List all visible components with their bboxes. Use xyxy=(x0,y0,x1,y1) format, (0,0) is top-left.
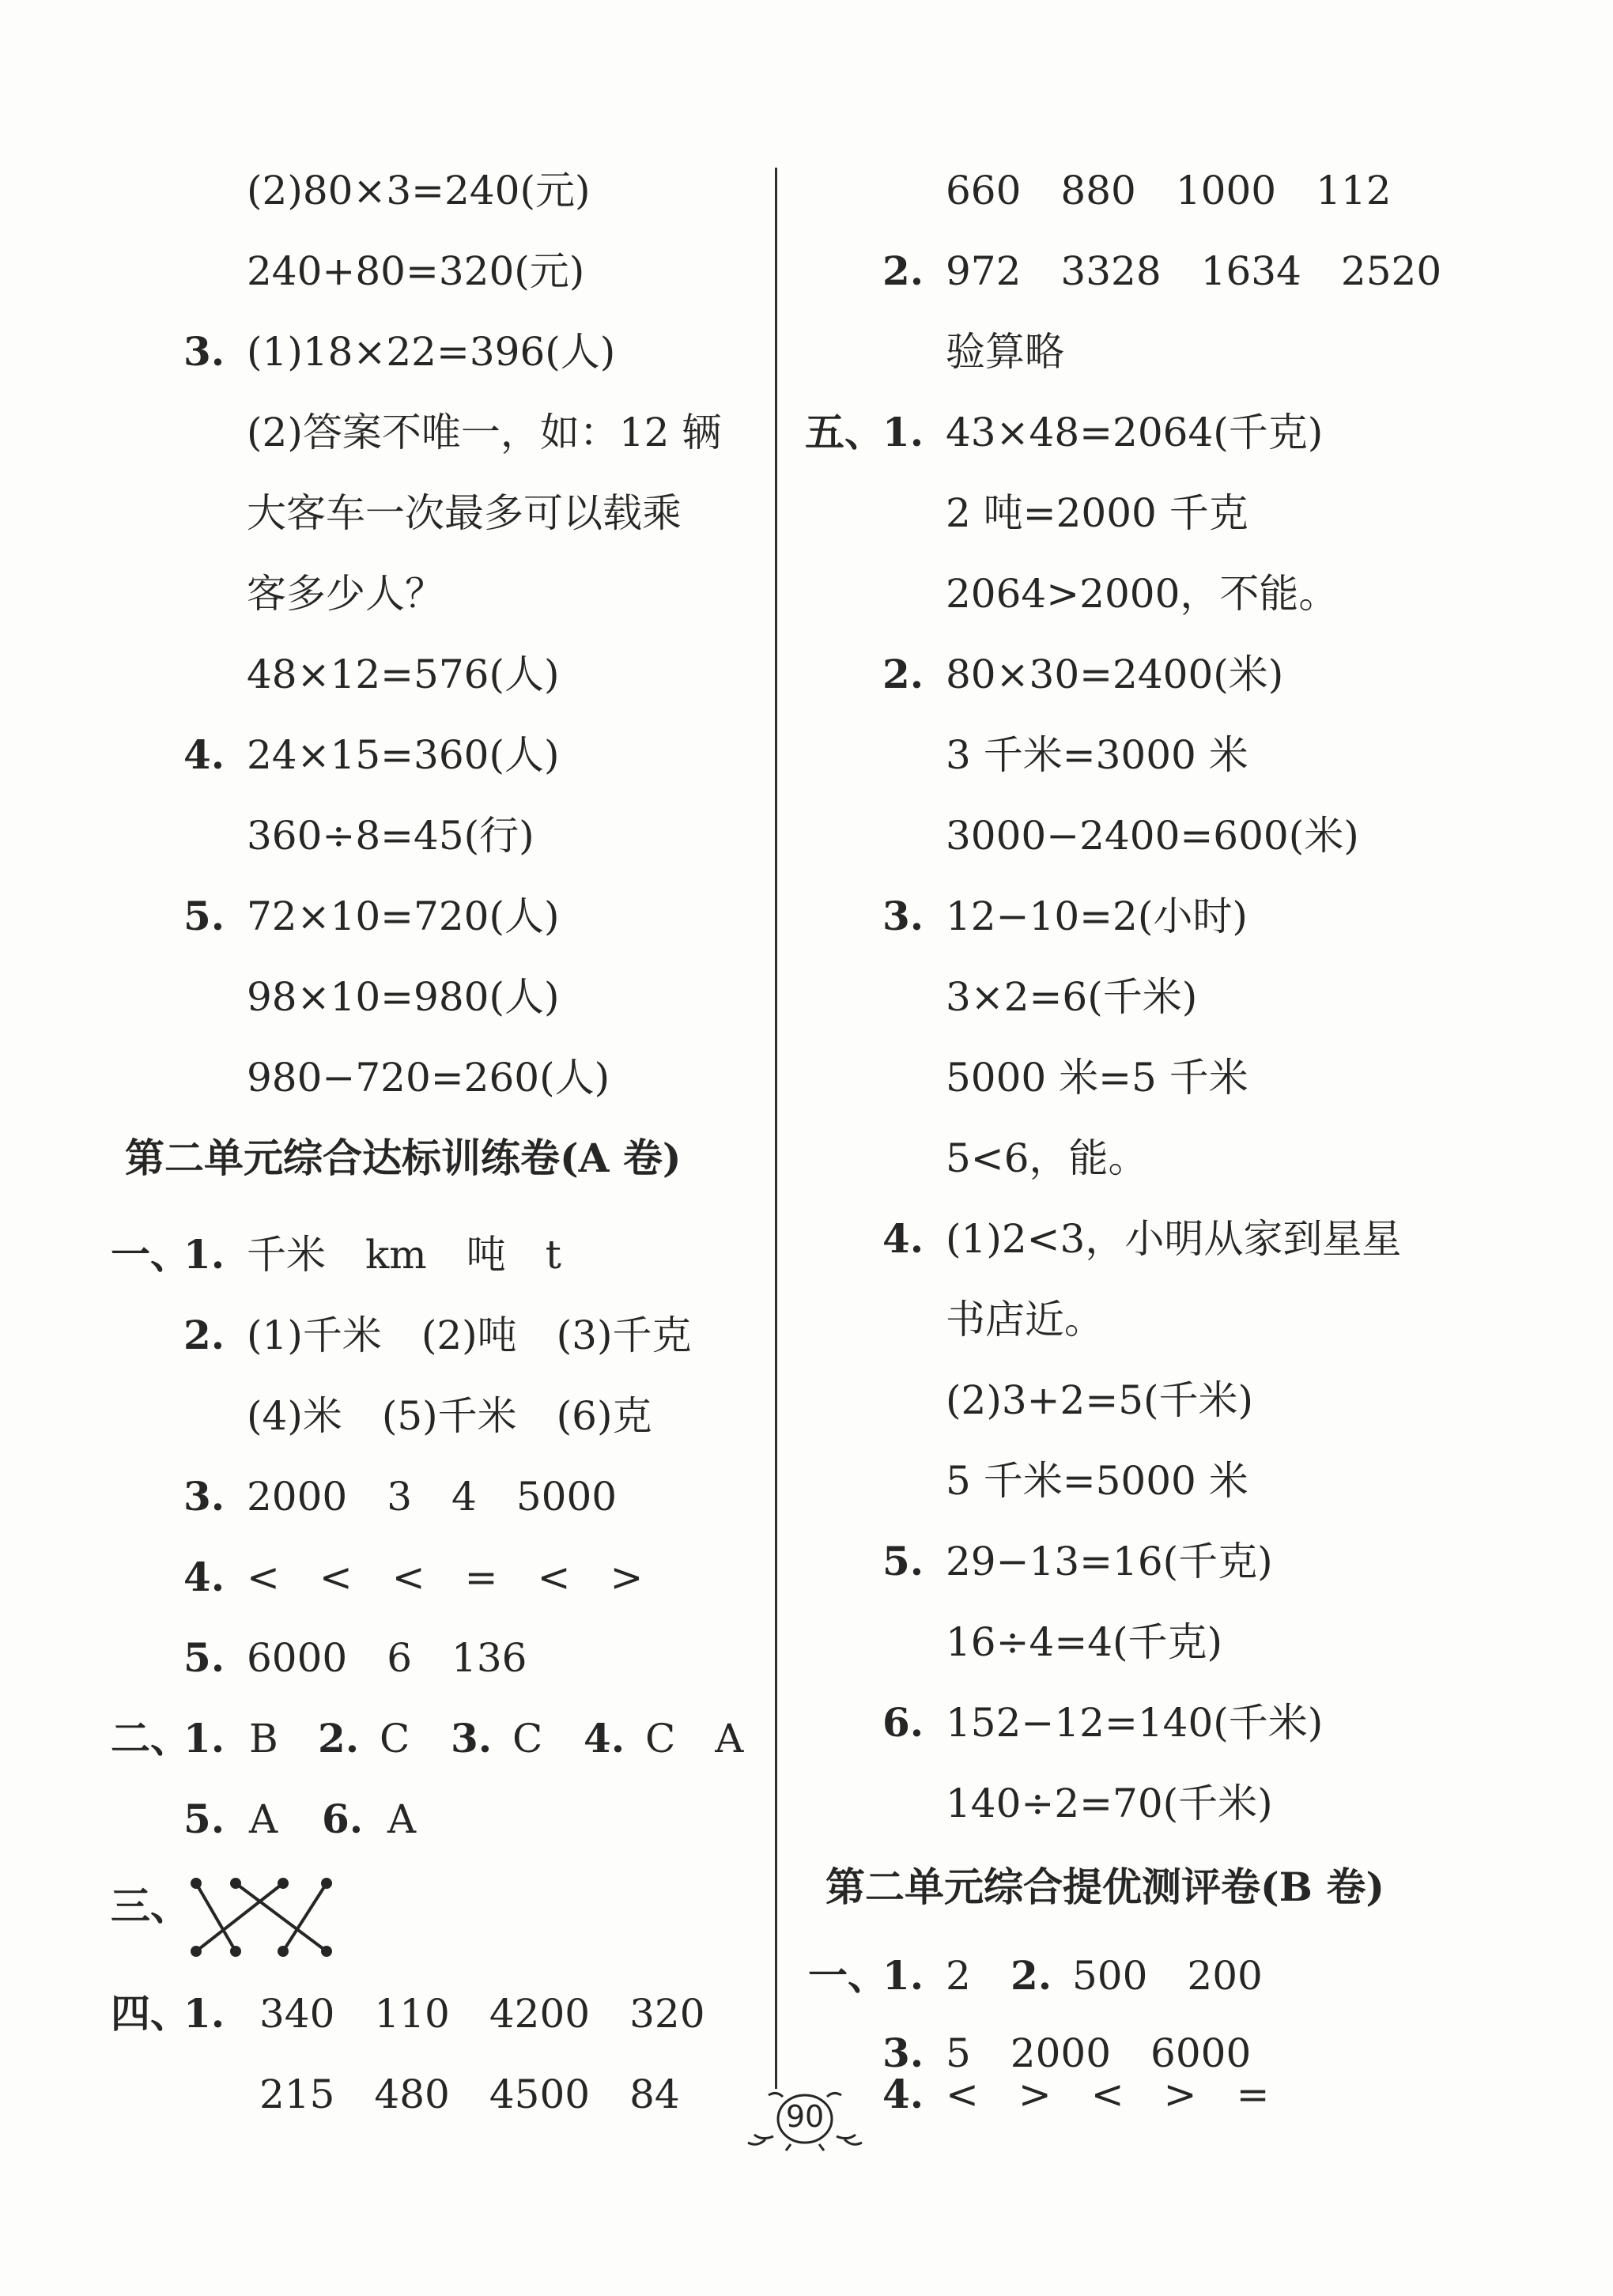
answer-text: 972 3328 1634 2520 xyxy=(946,248,1442,294)
answer-text: 24×15=360(人) xyxy=(247,732,560,778)
section-label: 三、 xyxy=(111,1882,190,1929)
answer-text: 千米 km 吨 t xyxy=(247,1232,561,1278)
page-number-badge xyxy=(742,2081,868,2152)
answer-text: 2000 3 4 5000 xyxy=(247,1474,618,1520)
answer-text: C xyxy=(380,1716,410,1762)
answer-text: (1)2<3，小明从家到星星 xyxy=(946,1216,1402,1262)
answer-line: 书店近。 xyxy=(946,1297,1104,1342)
answer-line: 3000−2400=600(米) xyxy=(946,813,1359,859)
answer-text: 43×48=2064(千克) xyxy=(946,410,1324,455)
answer-line: (2)80×3=240(元) xyxy=(247,168,591,213)
answer-text: (1)千米 (2)吨 (3)千克 xyxy=(247,1312,692,1358)
item-number: 1. xyxy=(882,1952,924,1999)
item-number: 3. xyxy=(882,893,924,939)
item-number: 2. xyxy=(882,651,924,697)
item-number: 2. xyxy=(882,247,924,294)
section-heading-a: 第二单元综合达标训练卷(A 卷) xyxy=(125,1135,682,1181)
answer-line: 98×10=980(人) xyxy=(247,974,560,1020)
answer-text: (1)18×22=396(人) xyxy=(247,329,616,375)
item-number: 5. xyxy=(183,893,225,939)
section-label: 四、 xyxy=(111,1990,190,2037)
answer-line: 客多少人？ xyxy=(247,571,444,617)
item-number: 4. xyxy=(183,731,225,778)
answer-line: 3×2=6(千米) xyxy=(946,974,1198,1020)
item-number: 1. xyxy=(183,1231,225,1278)
answer-line: 660 880 1000 112 xyxy=(946,168,1392,213)
answer-line: 5000 米=5 千米 xyxy=(946,1055,1248,1101)
answer-text: C A xyxy=(645,1716,744,1762)
section-label: 五、 xyxy=(805,409,884,455)
item-number: 2. xyxy=(318,1715,360,1762)
answer-line: 240+80=320(元) xyxy=(247,248,585,294)
item-number: 4. xyxy=(882,1215,924,1262)
item-number: 2. xyxy=(183,1312,225,1358)
item-number: 1. xyxy=(183,1990,225,2037)
answer-line: 2 吨=2000 千克 xyxy=(946,490,1248,536)
page-number: 90 xyxy=(785,2099,825,2134)
answer-line: 2064>2000，不能。 xyxy=(946,571,1339,617)
section-label: 一、 xyxy=(808,1952,887,1999)
answer-text: 5 2000 6000 xyxy=(946,2030,1252,2076)
answer-text: 6000 6 136 xyxy=(247,1635,527,1681)
item-number: 1. xyxy=(882,409,924,455)
answer-text: < > < > = xyxy=(946,2071,1270,2117)
item-number: 1. xyxy=(183,1715,225,1762)
answer-line: 验算略 xyxy=(946,329,1064,375)
item-number: 4. xyxy=(584,1715,625,1762)
item-number: 6. xyxy=(322,1796,364,1842)
item-number: 3. xyxy=(451,1715,493,1762)
answer-text: 500 200 xyxy=(1072,1953,1263,1999)
answer-line: (2)3+2=5(千米) xyxy=(946,1377,1254,1423)
answer-line: 5 千米=5000 米 xyxy=(946,1458,1248,1504)
answer-text: 152−12=140(千米) xyxy=(946,1700,1324,1746)
answer-line: 48×12=576(人) xyxy=(247,651,560,697)
item-number: 5. xyxy=(882,1538,924,1584)
answer-line: 980−720=260(人) xyxy=(247,1055,610,1101)
item-number: 5. xyxy=(183,1634,225,1681)
section-heading-b: 第二单元综合提优测评卷(B 卷) xyxy=(825,1864,1384,1910)
answer-text: 80×30=2400(米) xyxy=(946,651,1284,697)
answer-text: A xyxy=(249,1796,278,1842)
item-number: 3. xyxy=(183,328,225,375)
item-number: 5. xyxy=(183,1796,225,1842)
answer-text: < < < = < > xyxy=(247,1554,644,1600)
answer-text: 72×10=720(人) xyxy=(247,893,560,939)
answer-text: 2 xyxy=(946,1953,971,1999)
item-number: 4. xyxy=(183,1554,225,1600)
section-label: 二、 xyxy=(111,1715,190,1762)
answer-line: 大客车一次最多可以载乘 xyxy=(247,490,682,536)
item-number: 3. xyxy=(882,2030,924,2076)
answer-text: B xyxy=(249,1716,278,1762)
answer-line: (4)米 (5)千米 (6)克 xyxy=(247,1393,652,1439)
item-number: 3. xyxy=(183,1473,225,1520)
item-number: 6. xyxy=(882,1699,924,1746)
section-label: 一、 xyxy=(111,1231,190,1278)
answer-text: 340 110 4200 320 xyxy=(259,1991,705,2037)
answer-line: 5<6，能。 xyxy=(946,1135,1148,1181)
answer-text: A xyxy=(387,1796,417,1842)
answer-text: C xyxy=(512,1716,543,1762)
answer-line: 215 480 4500 84 xyxy=(259,2071,680,2117)
answer-text: 12−10=2(小时) xyxy=(946,893,1248,939)
item-number: 4. xyxy=(882,2071,924,2117)
answer-line: (2)答案不唯一，如：12 辆 xyxy=(247,410,722,455)
answer-text: 29−13=16(千克) xyxy=(946,1539,1273,1584)
answer-line: 140÷2=70(千米) xyxy=(946,1781,1273,1826)
answer-line: 3 千米=3000 米 xyxy=(946,732,1248,778)
item-number: 2. xyxy=(1010,1952,1052,1999)
answer-line: 16÷4=4(千克) xyxy=(946,1619,1223,1665)
answer-line: 360÷8=45(行) xyxy=(247,813,535,859)
